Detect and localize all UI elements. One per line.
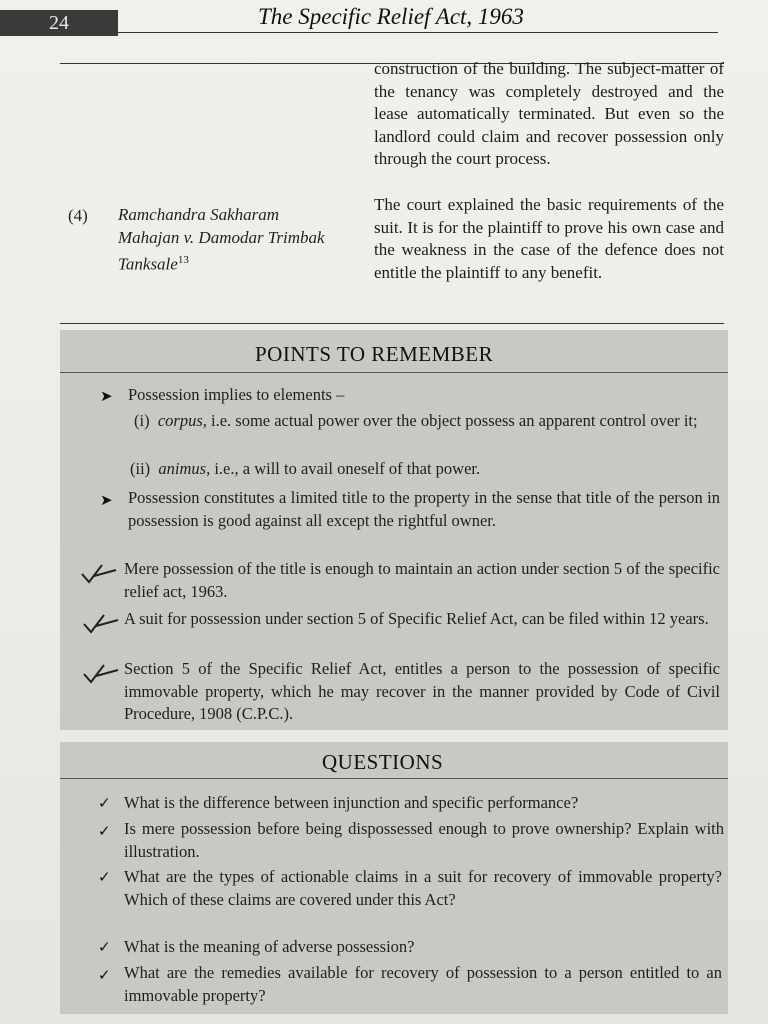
- arrow-bullet-icon: ➤: [100, 389, 113, 405]
- case-name: [118, 204, 338, 276]
- point-4: A suit for possession under section 5 of Specific Relief Act, can be filed within 12 years.: [124, 609, 709, 628]
- handwritten-tick-icon: [82, 612, 122, 634]
- point-5: Section 5 of the Specific Relief Act, entitles a person to the possession of specific immovable property, which he may recover in the manner provided by Code of Civil Procedure, 1908 (C.P.C.).: [124, 659, 720, 723]
- sub-ii-term: animus,: [158, 459, 211, 478]
- question-3: What are the types of actionable claims in a suit for recovery of immovable property? Which of these claims are covered under this Act?: [124, 867, 722, 909]
- case-name-text: Ramchandra Sakharam Mahajan v. Damodar Trimbak Tanksale: [118, 205, 325, 274]
- checkmark-icon: ✓: [98, 968, 111, 984]
- sub-ii-text: i.e., a will to avail oneself of that power.: [214, 459, 481, 478]
- sub-i-text: i.e. some actual power over the object possess an apparent control over it;: [211, 411, 698, 430]
- point-1: Possession implies to elements –: [128, 385, 345, 404]
- checkmark-icon: ✓: [98, 796, 111, 812]
- handwritten-tick-icon: [82, 662, 122, 684]
- question-2: Is mere possession before being dispossessed enough to prove ownership? Explain with illustration.: [124, 819, 724, 861]
- point-1-sub-i: [134, 410, 724, 433]
- checkmark-icon: ✓: [98, 870, 111, 886]
- question-5: What are the remedies available for recovery of possession to a person entitled to an immovable property?: [124, 963, 722, 1005]
- checkmark-icon: ✓: [98, 824, 111, 840]
- case-3-holding-continuation: construction of the building. The subject-matter of the tenancy was completely destroyed and the lease automatically terminated. But even so the landlord could claim and recover possession only through the court process.: [374, 59, 724, 168]
- questions-box: [60, 742, 728, 1014]
- question-4: What is the meaning of adverse possession?: [124, 937, 415, 956]
- sub-i-label: (i): [134, 411, 150, 430]
- point-3: Mere possession of the title is enough to maintain an action under section 5 of the specific relief act, 1963.: [124, 559, 720, 601]
- questions-title-rule: [60, 778, 728, 779]
- sub-ii-label: (ii): [130, 459, 151, 478]
- questions-title: QUESTIONS: [322, 750, 444, 774]
- header-rule: [118, 32, 718, 33]
- running-header-title: The Specific Relief Act, 1963: [258, 4, 524, 29]
- checkmark-icon: ✓: [98, 940, 111, 956]
- point-2: Possession constitutes a limited title to the property in the sense that title of the person in possession is good against all except the rightful owner.: [128, 488, 720, 530]
- table-bottom-rule: [60, 323, 724, 324]
- case-holding: The court explained the basic requirements of the suit. It is for the plaintiff to prove his own case and the weakness in the case of the defence does not entitle the plaintiff to any benefit.: [374, 195, 724, 282]
- point-1-sub-ii: [130, 458, 720, 481]
- handwritten-tick-icon: [80, 562, 120, 584]
- sub-i-term: corpus,: [157, 411, 207, 430]
- points-to-remember-title: POINTS TO REMEMBER: [255, 342, 494, 366]
- case-number: (4): [68, 206, 88, 225]
- case-footnote-marker: 13: [177, 254, 189, 266]
- arrow-bullet-icon: ➤: [100, 493, 113, 509]
- page-number: 24: [0, 10, 118, 36]
- points-title-rule: [60, 372, 728, 373]
- points-to-remember-box: [60, 330, 728, 730]
- question-1: What is the difference between injunction and specific performance?: [124, 793, 579, 812]
